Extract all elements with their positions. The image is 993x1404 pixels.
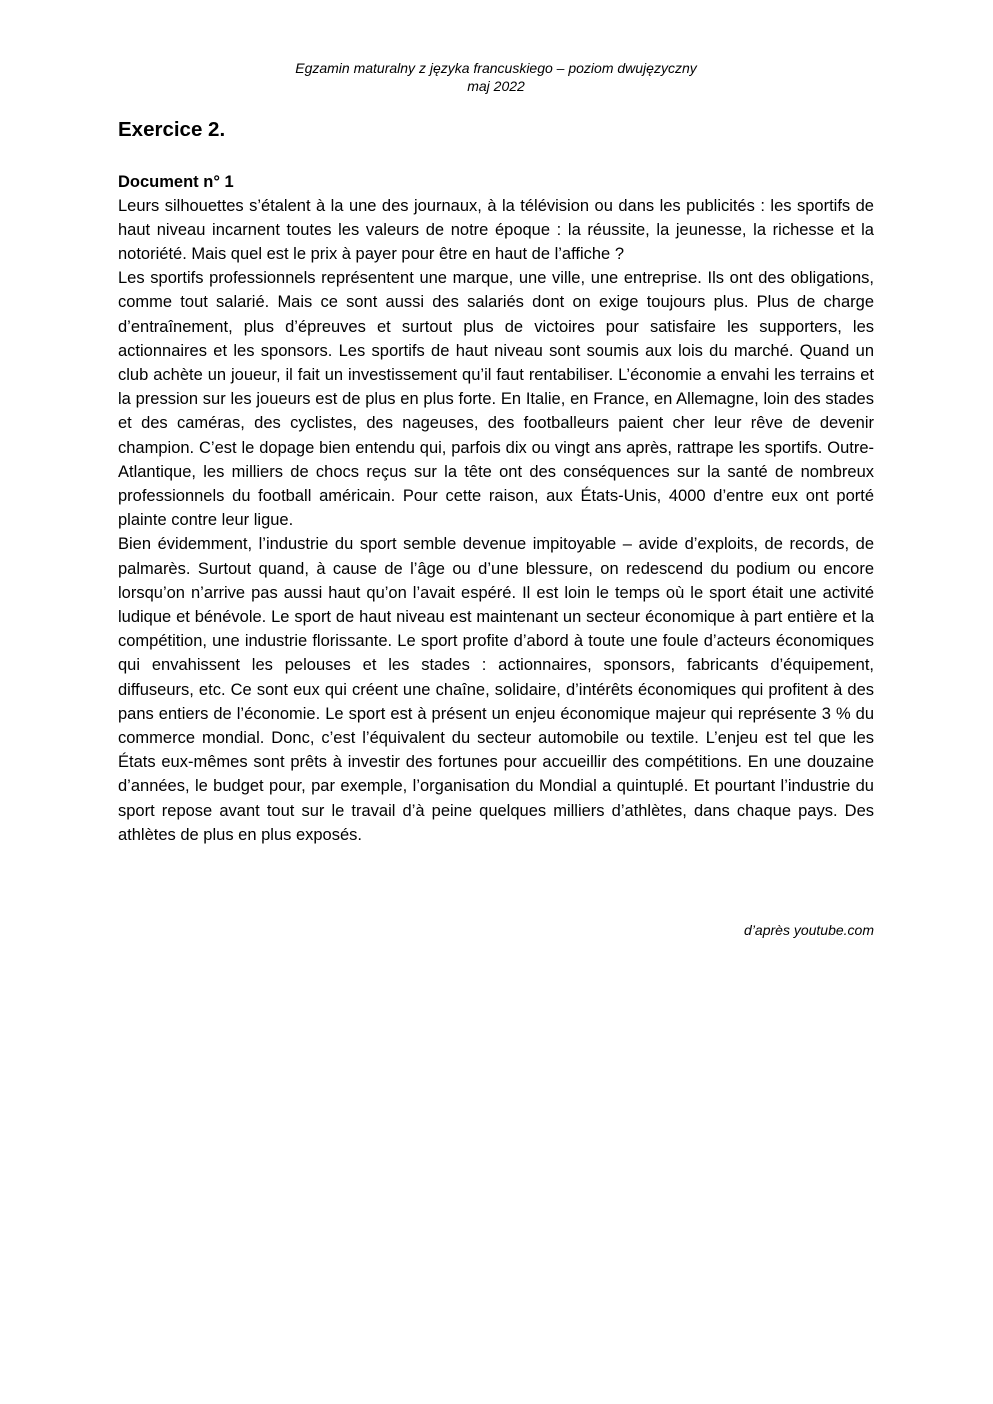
exercise-title: Exercice 2.: [118, 118, 226, 141]
paragraph-1: Leurs silhouettes s’étalent à la une des journaux, à la télévision ou dans les publicités : les sportifs de haut niveau incarnent toutes les valeurs de notre époque : la réussite, la jeunesse, la richesse et la notoriété. Mais quel est le prix à payer pour être en haut de l’affiche ?: [118, 196, 874, 263]
paragraph-2: Les sportifs professionnels représentent une marque, une ville, une entreprise. Ils ont des obligations, comme tout salarié. Mais ce sont aussi des salariés dont on exige toujours plus. Plus de charge d’entraînement, plus d’épreuves et surtout plus de victoires pour satisfaire les supporters, les actionnaires et les sponsors. Les sportifs de haut niveau sont soumis aux lois du marché. Quand un club achète un joueur, il fait un investissement qu’il faut rentabiliser. L’économie a envahi les terrains et la pression sur les joueurs est de plus en plus forte. En Italie, en France, en Allemagne, loin des stades et des caméras, des cyclistes, des nageuses, des footballeurs paient cher leur rêve de devenir champion. C’est le dopage bien entendu qui, parfois dix ou vingt ans après, rattrape les sportifs. Outre-Atlantique, les milliers de chocs reçus sur la tête ont des conséquences sur la santé de nombreux professionnels du football américain. Pour cette raison, aux États-Unis, 4000 d’entre eux ont porté plainte contre leur ligue.: [118, 269, 874, 530]
document-body: [118, 194, 874, 847]
document-heading: Document n° 1: [118, 173, 234, 191]
exam-header-date: maj 2022: [467, 78, 525, 94]
paragraph-3: Bien évidemment, l’industrie du sport semble devenue impitoyable – avide d’exploits, de records, de palmarès. Surtout quand, à cause de l’âge ou d’une blessure, on redescend du podium ou encore lorsqu’on n’arrive pas aussi haut qu’on l’avait espéré. Il est loin le temps où le sport était une activité ludique et bénévole. Le sport de haut niveau est maintenant un secteur économique à part entière et la compétition, une industrie florissante. Le sport profite d’abord à toute une foule d’acteurs économiques qui envahissent les pelouses et les stades : actionnaires, sponsors, fabricants d’équipement, diffuseurs, etc. Ce sont eux qui créent une chaîne, solidaire, d’intérêts économiques qui profitent à des pans entiers de l’économie. Le sport est à présent un enjeu économique majeur qui représente 3 % du commerce mondial. Donc, c’est l’équivalent du secteur automobile ou textile. L’enjeu est tel que les États eux-mêmes sont prêts à investir des fortunes pour accueillir des compétitions. En une douzaine d’années, le budget pour, par exemple, l’organisation du Mondial a quintuplé. Et pourtant l’industrie du sport repose avant tout sur le travail d’à peine quelques milliers d’athlètes, dans chaque pays. Des athlètes de plus en plus exposés.: [118, 535, 874, 844]
exam-header-title: Egzamin maturalny z języka francuskiego – poziom dwujęzyczny: [295, 60, 697, 76]
source-citation: d’après youtube.com: [744, 922, 874, 938]
